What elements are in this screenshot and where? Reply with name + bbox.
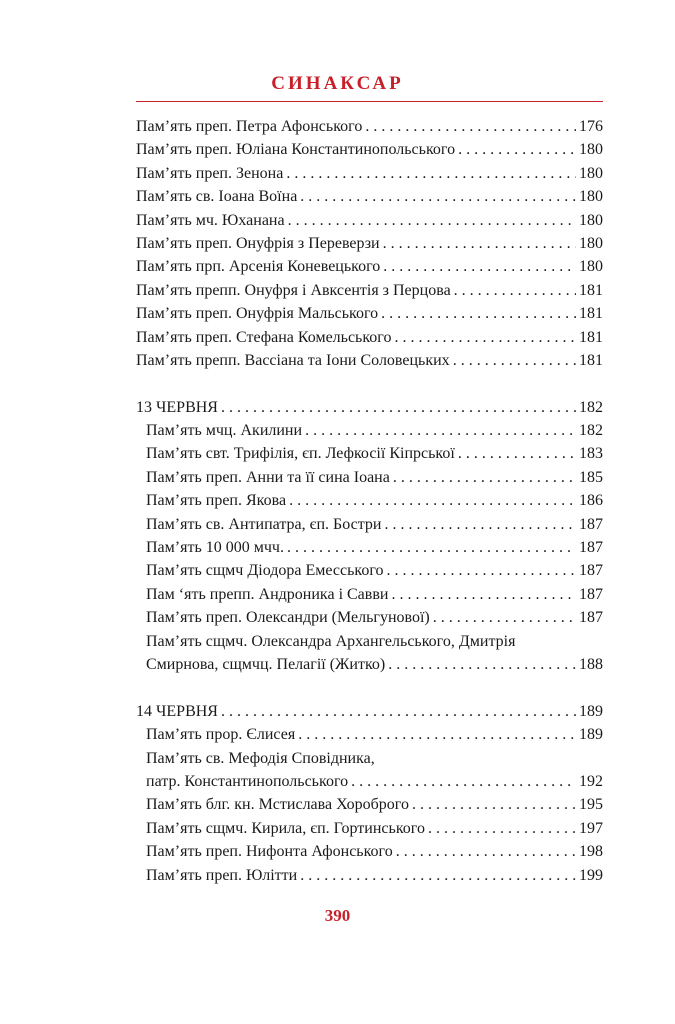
toc-entry	[136, 864, 603, 887]
entry-page: 185	[579, 468, 603, 486]
dot-leader	[458, 138, 576, 161]
toc-entry	[136, 606, 603, 629]
toc-entry	[136, 419, 603, 442]
entry-title: Пам’ять св. Мефодія Сповідника,	[146, 749, 375, 767]
entry-title: Пам’ять 10 000 мчч.	[146, 539, 284, 557]
entry-title: Пам’ять сщмч Діодора Емесського	[146, 562, 384, 580]
header-rule	[136, 101, 603, 102]
entry-page: 195	[579, 796, 603, 814]
toc-entry	[136, 723, 603, 746]
toc-entry	[136, 793, 603, 816]
entry-page: 187	[579, 609, 603, 627]
toc-entry	[136, 162, 603, 185]
date-heading-page: 189	[579, 702, 603, 720]
entry-page: 187	[579, 562, 603, 580]
entry-page: 180	[579, 234, 603, 252]
entry-title: Пам’ять прп. Арсенія Коневецького	[136, 258, 381, 276]
entry-title: Пам’ять преп. Онуфрія Мальського	[136, 305, 379, 323]
entry-page: 188	[579, 655, 603, 673]
entry-page: 180	[579, 188, 603, 206]
entry-page: 199	[579, 866, 603, 884]
toc-entry	[136, 255, 603, 278]
entry-title: Пам’ять преп. Анни та її сина Іоана	[146, 468, 390, 486]
entry-page: 198	[579, 843, 603, 861]
dot-leader	[396, 840, 576, 863]
entry-title: Пам’ять преп. Якова	[146, 492, 287, 510]
entry-title: Пам’ять свт. Трифілія, єп. Лефкосії Кіпрської	[146, 445, 455, 463]
dot-leader	[393, 466, 576, 489]
toc-entry	[136, 559, 603, 582]
toc-entry	[136, 349, 603, 372]
toc-entry	[136, 840, 603, 863]
entry-title: Пам’ять препп. Онуфря і Авксентія з Перцова	[136, 281, 451, 299]
toc-entry	[136, 536, 603, 559]
toc-entry	[136, 583, 603, 606]
entry-title: Пам’ять преп. Юліана Константинопольського	[136, 141, 456, 159]
dot-leader	[388, 653, 576, 676]
entry-page: 180	[579, 211, 603, 229]
dot-leader	[394, 326, 576, 349]
toc-entry	[136, 817, 603, 840]
dot-leader	[428, 817, 576, 840]
dot-leader	[221, 700, 576, 723]
toc-entry	[136, 138, 603, 161]
entry-title: Пам’ять мчц. Акилини	[146, 422, 303, 440]
toc-entry-first-line	[136, 747, 603, 770]
toc-entry	[136, 513, 603, 536]
entry-title: Пам’ять сщмч. Олександра Архангельського, Дмитрія	[146, 632, 516, 650]
toc-entry	[136, 185, 603, 208]
toc-entry	[136, 326, 603, 349]
entry-title: Пам ‘ять препп. Андроника і Савви	[146, 585, 389, 603]
entry-page: 176	[579, 118, 603, 135]
toc-entry	[136, 466, 603, 489]
toc-entry	[136, 209, 603, 232]
dot-leader	[351, 770, 576, 793]
entry-title-continuation: Смирнова, сщмчц. Пелагії (Житко)	[146, 655, 386, 673]
dot-leader	[391, 583, 576, 606]
dot-leader	[387, 559, 576, 582]
dot-leader	[458, 442, 576, 465]
dot-leader	[298, 723, 576, 746]
entry-title: Пам’ять препп. Вассіана та Іони Соловецьких	[136, 351, 450, 369]
dot-leader	[453, 349, 576, 372]
toc-entry	[136, 279, 603, 302]
entry-page: 180	[579, 258, 603, 276]
dot-leader	[300, 864, 576, 887]
toc-entry	[136, 302, 603, 325]
dot-leader	[454, 279, 576, 302]
dot-leader	[286, 162, 576, 185]
running-header: СИНАКСАР	[271, 73, 404, 94]
dot-leader	[305, 419, 576, 442]
entry-title: Пам’ять преп. Олександри (Мельгунової)	[146, 609, 430, 627]
entry-title: Пам’ять преп. Зенона	[136, 164, 284, 182]
dot-leader	[287, 536, 576, 559]
entry-page: 187	[579, 539, 603, 557]
entry-title-continuation: патр. Константинопольського	[146, 772, 349, 790]
entry-page: 183	[579, 445, 603, 463]
dot-leader	[381, 302, 576, 325]
dot-leader	[221, 396, 576, 419]
entry-title: Пам’ять преп. Стефана Комельського	[136, 328, 392, 346]
dot-leader	[383, 232, 576, 255]
toc-entry	[136, 115, 603, 138]
dot-leader	[412, 793, 576, 816]
entry-title: Пам’ять св. Антипатра, єп. Бостри	[146, 515, 382, 533]
date-heading	[136, 396, 603, 419]
entry-title: Пам’ять блг. кн. Мстислава Хороброго	[146, 796, 409, 814]
entry-title: Пам’ять прор. Єлисея	[146, 726, 296, 744]
dot-leader	[383, 255, 576, 278]
date-heading-title: 13 ЧЕРВНЯ	[136, 398, 218, 416]
entry-page: 187	[579, 515, 603, 533]
date-heading	[136, 700, 603, 723]
entry-title: Пам’ять преп. Нифонта Афонського	[146, 843, 393, 861]
date-heading-title: 14 ЧЕРВНЯ	[136, 702, 218, 720]
dot-leader	[385, 513, 577, 536]
entry-page: 192	[579, 772, 603, 790]
entry-page: 180	[579, 164, 603, 182]
toc-entry	[136, 442, 603, 465]
section-gap	[136, 676, 603, 699]
toc-entry-continuation	[136, 653, 603, 676]
entry-page: 181	[579, 351, 603, 369]
dot-leader	[288, 209, 576, 232]
entry-page: 181	[579, 281, 603, 299]
entry-page: 181	[579, 305, 603, 323]
toc-entry-continuation	[136, 770, 603, 793]
dot-leader	[300, 185, 576, 208]
table-of-contents	[136, 115, 603, 887]
entry-page: 181	[579, 328, 603, 346]
date-heading-page: 182	[579, 398, 603, 416]
entry-page: 187	[579, 585, 603, 603]
entry-title: Пам’ять сщмч. Кирила, єп. Гортинського	[146, 819, 425, 837]
entry-page: 189	[579, 726, 603, 744]
toc-entry	[136, 232, 603, 255]
entry-page: 180	[579, 141, 603, 159]
toc-entry-first-line	[136, 630, 603, 653]
page-number: 390	[324, 906, 351, 925]
toc-entry	[136, 489, 603, 512]
dot-leader	[365, 115, 576, 138]
section-gap	[136, 372, 603, 395]
dot-leader	[289, 489, 576, 512]
entry-title: Пам’ять преп. Петра Афонського	[136, 118, 363, 135]
entry-title: Пам’ять преп. Юлітти	[146, 866, 298, 884]
entry-title: Пам’ять св. Іоана Воїна	[136, 188, 298, 206]
entry-title: Пам’ять мч. Юханана	[136, 211, 285, 229]
entry-page: 197	[579, 819, 603, 837]
entry-page: 182	[579, 422, 603, 440]
entry-title: Пам’ять преп. Онуфрія з Переверзи	[136, 234, 380, 252]
entry-page: 186	[579, 492, 603, 510]
dot-leader	[433, 606, 576, 629]
